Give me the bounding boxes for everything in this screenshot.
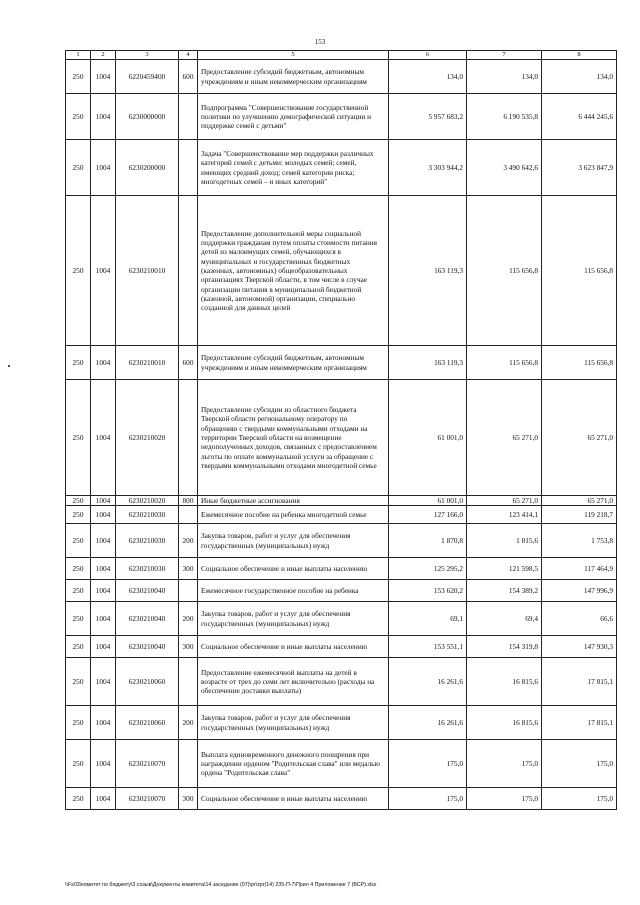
amount-cell: 154 319,8 — [467, 636, 542, 658]
amount-cell: 16 261,6 — [389, 706, 467, 740]
amount-cell: 121 598,5 — [467, 558, 542, 580]
amount-cell: 17 815,1 — [542, 706, 617, 740]
expense-type-cell — [179, 506, 198, 524]
code-cell: 250 — [66, 196, 91, 346]
expense-type-cell: 200 — [179, 706, 198, 740]
expense-type-cell — [179, 196, 198, 346]
expense-type-cell: 600 — [179, 60, 198, 94]
amount-cell: 65 271,0 — [542, 380, 617, 496]
section-code-cell: 1004 — [91, 580, 116, 602]
target-code-cell: 6230210040 — [116, 580, 179, 602]
section-code-cell: 1004 — [91, 706, 116, 740]
section-code-cell: 1004 — [91, 380, 116, 496]
description-cell: Ежемесячное государственное пособие на ребенка — [198, 580, 389, 602]
description-cell: Выплата единовременного денежного поощрения при награждении орденом "Родительская слава" или медалью ордена "Родительская слава" — [198, 740, 389, 788]
code-cell: 250 — [66, 346, 91, 380]
column-number: 4 — [179, 51, 198, 60]
table-row — [66, 346, 617, 380]
section-code-cell: 1004 — [91, 506, 116, 524]
amount-cell: 1 753,8 — [542, 524, 617, 558]
amount-cell: 69,1 — [389, 602, 467, 636]
column-number: 1 — [66, 51, 91, 60]
target-code-cell: 6230210060 — [116, 658, 179, 706]
amount-cell: 163 119,3 — [389, 196, 467, 346]
description-cell: Предоставление субсидий бюджетным, автономным учреждениям и иным некоммерческим организациям — [198, 346, 389, 380]
amount-cell: 115 656,8 — [467, 196, 542, 346]
section-code-cell: 1004 — [91, 496, 116, 506]
budget-table — [65, 50, 617, 810]
description-cell: Подпрограмма "Совершенствование государственной политики по улучшению демографической ситуации и поддержке семей с детьми" — [198, 94, 389, 140]
code-cell: 250 — [66, 580, 91, 602]
expense-type-cell: 200 — [179, 524, 198, 558]
expense-type-cell: 300 — [179, 636, 198, 658]
section-code-cell: 1004 — [91, 140, 116, 196]
amount-cell: 61 001,0 — [389, 380, 467, 496]
section-code-cell: 1004 — [91, 94, 116, 140]
section-code-cell: 1004 — [91, 558, 116, 580]
code-cell: 250 — [66, 658, 91, 706]
amount-cell: 175,0 — [542, 740, 617, 788]
amount-cell: 3 623 847,9 — [542, 140, 617, 196]
code-cell: 250 — [66, 636, 91, 658]
section-code-cell: 1004 — [91, 196, 116, 346]
table-row — [66, 506, 617, 524]
amount-cell: 119 218,7 — [542, 506, 617, 524]
column-number-row — [66, 51, 617, 60]
amount-cell: 154 389,2 — [467, 580, 542, 602]
expense-type-cell — [179, 140, 198, 196]
column-number: 7 — [467, 51, 542, 60]
table-row — [66, 740, 617, 788]
table-row — [66, 496, 617, 506]
code-cell: 250 — [66, 506, 91, 524]
target-code-cell: 6230210020 — [116, 496, 179, 506]
amount-cell: 16 815,6 — [467, 706, 542, 740]
amount-cell: 69,4 — [467, 602, 542, 636]
page-number: 153 — [314, 38, 326, 46]
code-cell: 250 — [66, 706, 91, 740]
amount-cell: 175,0 — [467, 740, 542, 788]
amount-cell: 147 996,9 — [542, 580, 617, 602]
scan-speck — [8, 365, 10, 367]
code-cell: 250 — [66, 60, 91, 94]
amount-cell: 134,0 — [542, 60, 617, 94]
code-cell: 250 — [66, 558, 91, 580]
target-code-cell: 6220459400 — [116, 60, 179, 94]
amount-cell: 115 656,8 — [542, 346, 617, 380]
target-code-cell: 6230210010 — [116, 346, 179, 380]
amount-cell: 123 414,1 — [467, 506, 542, 524]
amount-cell: 134,0 — [467, 60, 542, 94]
table-row — [66, 658, 617, 706]
amount-cell: 175,0 — [467, 788, 542, 810]
table-row — [66, 94, 617, 140]
amount-cell: 5 957 683,2 — [389, 94, 467, 140]
amount-cell: 66,6 — [542, 602, 617, 636]
table-row — [66, 60, 617, 94]
section-code-cell: 1004 — [91, 658, 116, 706]
code-cell: 250 — [66, 740, 91, 788]
column-number: 5 — [198, 51, 389, 60]
amount-cell: 134,0 — [389, 60, 467, 94]
amount-cell: 16 815,6 — [467, 658, 542, 706]
description-cell: Предоставление дополнительной меры социальной поддержки гражданам путем оплаты стоимости питания детей из малоимущих семей, обучающихся в муниципальных и государственных бюджетных (казенных, автономных) общеобразовательных организациях Тверской области, в том числе в случае организации питания в муниципальной бюджетной (казенной, автономной) организации, специально созданной для данных целей — [198, 196, 389, 346]
amount-cell: 65 271,0 — [542, 496, 617, 506]
code-cell: 250 — [66, 94, 91, 140]
section-code-cell: 1004 — [91, 740, 116, 788]
table-row — [66, 580, 617, 602]
amount-cell: 6 190 535,8 — [467, 94, 542, 140]
expense-type-cell — [179, 740, 198, 788]
expense-type-cell — [179, 658, 198, 706]
amount-cell: 153 620,2 — [389, 580, 467, 602]
description-cell: Предоставление ежемесячной выплаты на детей в возрасте от трех до семи лет включительно (расходы на обеспечение доставки выплаты) — [198, 658, 389, 706]
amount-cell: 61 001,0 — [389, 496, 467, 506]
table-row — [66, 788, 617, 810]
description-cell: Иные бюджетные ассигнования — [198, 496, 389, 506]
column-number: 2 — [91, 51, 116, 60]
description-cell: Социальное обеспечение и иные выплаты населению — [198, 636, 389, 658]
expense-type-cell: 600 — [179, 346, 198, 380]
amount-cell: 163 119,3 — [389, 346, 467, 380]
target-code-cell: 6230210030 — [116, 558, 179, 580]
target-code-cell: 6230210040 — [116, 636, 179, 658]
column-number: 6 — [389, 51, 467, 60]
amount-cell: 17 815,1 — [542, 658, 617, 706]
code-cell: 250 — [66, 788, 91, 810]
section-code-cell: 1004 — [91, 524, 116, 558]
amount-cell: 175,0 — [389, 740, 467, 788]
section-code-cell: 1004 — [91, 60, 116, 94]
table-row — [66, 524, 617, 558]
table-row — [66, 602, 617, 636]
code-cell: 250 — [66, 496, 91, 506]
section-code-cell: 1004 — [91, 636, 116, 658]
target-code-cell: 6230200000 — [116, 140, 179, 196]
code-cell: 250 — [66, 524, 91, 558]
amount-cell: 3 303 944,2 — [389, 140, 467, 196]
column-number: 3 — [116, 51, 179, 60]
target-code-cell: 6230210020 — [116, 380, 179, 496]
section-code-cell: 1004 — [91, 346, 116, 380]
section-code-cell: 1004 — [91, 788, 116, 810]
description-cell: Социальное обеспечение и иные выплаты населению — [198, 558, 389, 580]
amount-cell: 65 271,0 — [467, 380, 542, 496]
code-cell: 250 — [66, 602, 91, 636]
target-code-cell: 6230210010 — [116, 196, 179, 346]
amount-cell: 3 490 642,6 — [467, 140, 542, 196]
description-cell: Закупка товаров, работ и услуг для обеспечения государственных (муниципальных) нужд — [198, 602, 389, 636]
amount-cell: 1 815,6 — [467, 524, 542, 558]
code-cell: 250 — [66, 380, 91, 496]
table-row — [66, 636, 617, 658]
description-cell: Закупка товаров, работ и услуг для обеспечения государственных (муниципальных) нужд — [198, 706, 389, 740]
amount-cell: 115 656,8 — [542, 196, 617, 346]
description-cell: Задача "Совершенствование мер поддержки различных категорий семей с детьми: молодых семей; семей, имеющих средний доход; семей категории риска; многодетных семей – и иных категорий" — [198, 140, 389, 196]
description-cell: Закупка товаров, работ и услуг для обеспечения государственных (муниципальных) нужд — [198, 524, 389, 558]
expense-type-cell: 300 — [179, 558, 198, 580]
amount-cell: 16 261,6 — [389, 658, 467, 706]
amount-cell: 1 870,8 — [389, 524, 467, 558]
target-code-cell: 6230210030 — [116, 506, 179, 524]
table-row — [66, 140, 617, 196]
file-path-footer: \\Fs03\комитет по бюджету\3 созыв\Документы комитета\14 заседание (07)\pr\zpr(14) 235-П-7\Прил 4 Приложение 7 (ВСР).xlsx — [65, 882, 377, 888]
expense-type-cell — [179, 580, 198, 602]
table-row — [66, 558, 617, 580]
amount-cell: 117 464,9 — [542, 558, 617, 580]
expense-type-cell: 800 — [179, 496, 198, 506]
description-cell: Предоставление субсидий бюджетным, автономным учреждениям и иным некоммерческим организациям — [198, 60, 389, 94]
description-cell: Социальное обеспечение и иные выплаты населению — [198, 788, 389, 810]
amount-cell: 175,0 — [542, 788, 617, 810]
description-cell: Предоставление субсидии из областного бюджета Тверской области региональному оператору по обращению с твердыми коммунальными отходами на территории Тверской области на возмещение недополученных доходов, связанных с предоставлением льготы по оплате коммунальной услуги за обращение с твердыми коммунальными отходами многодетной семье — [198, 380, 389, 496]
amount-cell: 153 551,1 — [389, 636, 467, 658]
expense-type-cell — [179, 94, 198, 140]
amount-cell: 147 930,3 — [542, 636, 617, 658]
table-row — [66, 196, 617, 346]
section-code-cell: 1004 — [91, 602, 116, 636]
amount-cell: 127 166,0 — [389, 506, 467, 524]
expense-type-cell: 300 — [179, 788, 198, 810]
expense-type-cell — [179, 380, 198, 496]
target-code-cell: 6230000000 — [116, 94, 179, 140]
amount-cell: 125 295,2 — [389, 558, 467, 580]
amount-cell: 65 271,0 — [467, 496, 542, 506]
target-code-cell: 6230210030 — [116, 524, 179, 558]
description-cell: Ежемесячное пособие на ребенка многодетной семье — [198, 506, 389, 524]
table-row — [66, 706, 617, 740]
table-row — [66, 380, 617, 496]
target-code-cell: 6230210070 — [116, 788, 179, 810]
amount-cell: 6 444 245,6 — [542, 94, 617, 140]
target-code-cell: 6230210060 — [116, 706, 179, 740]
expense-type-cell: 200 — [179, 602, 198, 636]
target-code-cell: 6230210040 — [116, 602, 179, 636]
column-number: 8 — [542, 51, 617, 60]
target-code-cell: 6230210070 — [116, 740, 179, 788]
amount-cell: 175,0 — [389, 788, 467, 810]
amount-cell: 115 656,8 — [467, 346, 542, 380]
code-cell: 250 — [66, 140, 91, 196]
